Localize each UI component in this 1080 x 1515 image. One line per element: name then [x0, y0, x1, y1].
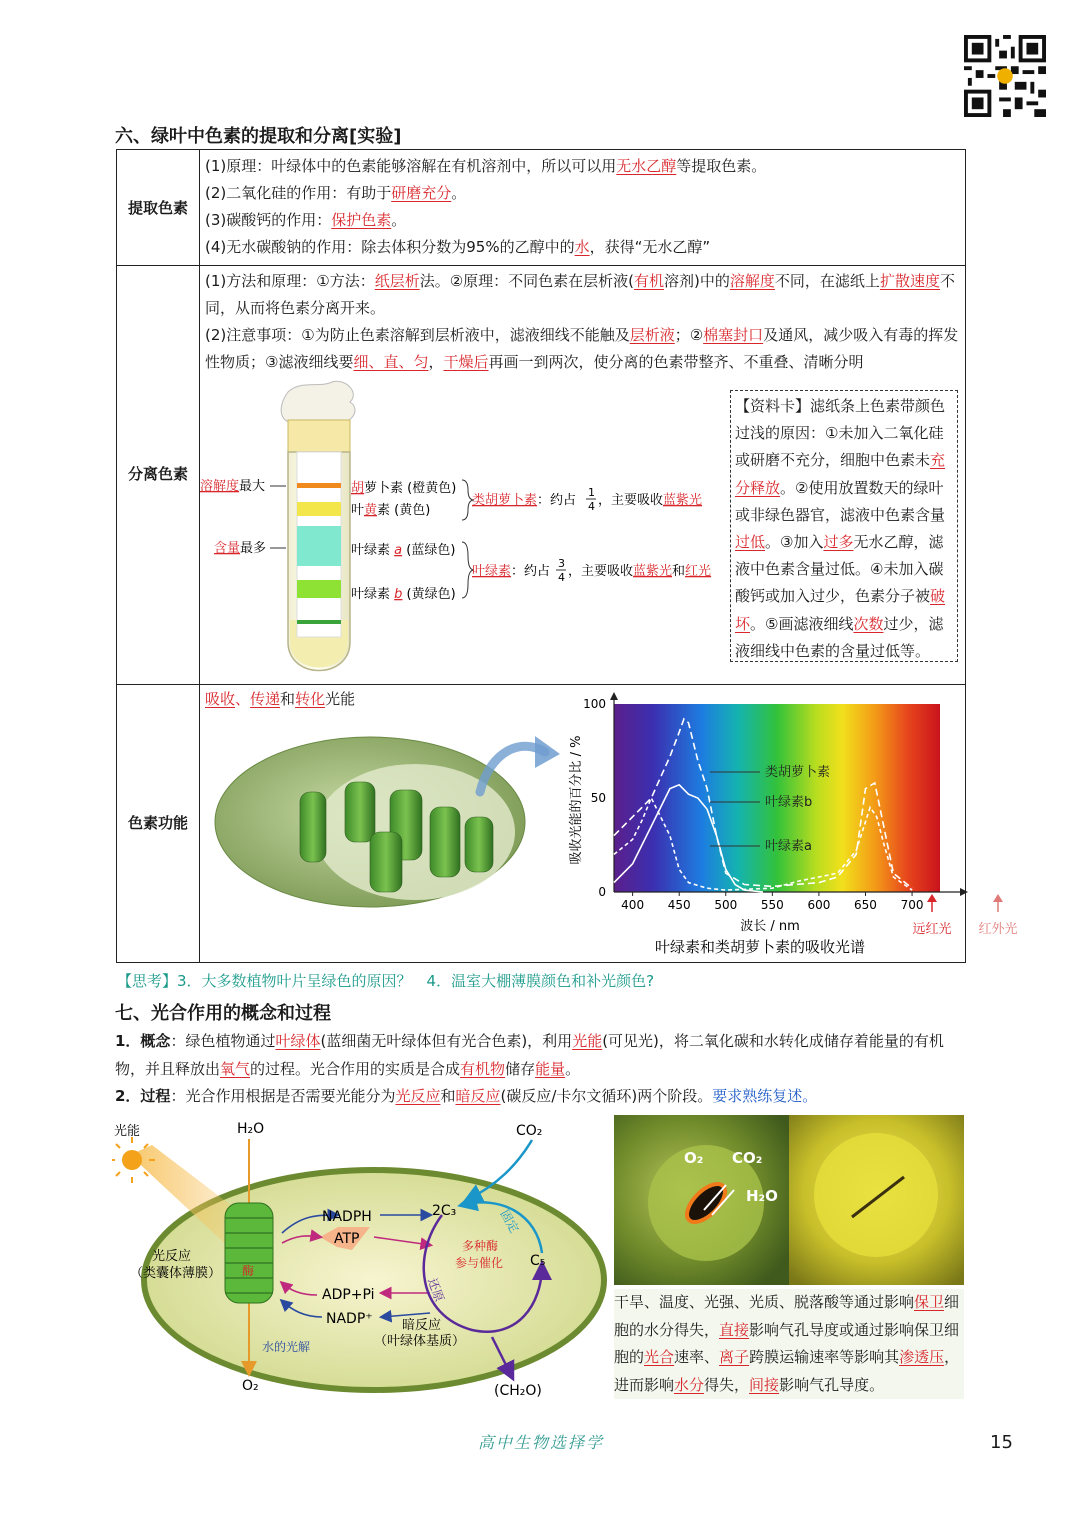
nadph-label: NADPH	[322, 1209, 372, 1225]
x-tick-label: 400	[621, 898, 645, 912]
process-text: 2．过程：光合作用根据是否需要光能分为光反应和暗反应(碳反应/卡尔文循环)两个阶段。要求熟练复述。	[115, 1087, 818, 1105]
c3-label: 2C₃	[432, 1203, 457, 1219]
stoma-text: 干旱、温度、光强、光质、脱落酸等通过影响保卫细胞的水分得失，直接影响气孔导度或通过影响保卫细胞的光合速率、离子跨膜运输速率等影响其渗透压，进而影响水分得失，间接影响气孔导度。	[614, 1289, 964, 1399]
tube-cap	[288, 420, 350, 452]
light-reaction-label: 光反应	[152, 1249, 192, 1264]
chlorophyll-absorb: ，主要吸收蓝紫光和红光	[568, 564, 712, 579]
concept-text: 1．概念：绿色植物通过叶绿体(蓝细菌无叶绿体但有光合色素)，利用光能(可见光)，将二氧化碳和水转化成储存着能量的有机物，并且释放出氧气的过程。光合作用的实质是合成有机物储存能量。	[115, 1032, 944, 1078]
carotene-label: 胡萝卜素 (橙黄色)	[351, 481, 457, 496]
enzyme-label: 酶	[242, 1264, 255, 1278]
section-6-title: 六、绿叶中色素的提取和分离[实验]	[115, 126, 402, 147]
fixation-label: 固定	[497, 1207, 522, 1236]
x-tick-label: 450	[667, 898, 691, 912]
extract-line-2: (2)二氧化硅的作用：有助于研磨充分。	[205, 184, 467, 202]
function-text: 吸收、传递和转化光能	[205, 690, 356, 708]
solubility-max-label: 溶解度最大	[200, 479, 266, 494]
section-7-title: 七、光合作用的概念和过程	[115, 1003, 331, 1024]
separate-method-text: (1)方法和原理：①方法：纸层析法。②原理：不同色素在层析液(有机溶剂)中的溶解度不同，在滤纸上扩散速度不同，从而将色素分离开来。	[205, 272, 955, 317]
row-label-extract: 提取色素	[127, 199, 188, 217]
atp-label: ATP	[334, 1231, 360, 1247]
light-energy-label: 光能	[114, 1124, 141, 1139]
far-red-arrow-head	[927, 894, 937, 902]
separate-notes-text: (2)注意事项：①为防止色素溶解到层析液中，滤液细线不能触及层析液；②棉塞封口及通风，减少吸入有毒的挥发性物质；③滤液细线要细、直、匀，干燥后再画一到两次，使分离的色素带整齐、不重叠、清晰分明	[205, 326, 959, 371]
band-chlorophyll-a	[297, 526, 341, 566]
infrared-arrow-head	[993, 894, 1003, 902]
far-red-label: 远红光	[912, 922, 952, 937]
photolysis-label: 水的光解	[262, 1340, 311, 1354]
band-xanthophyll	[297, 502, 341, 516]
ch2o-label: (CH₂O)	[494, 1383, 542, 1399]
y-tick-label: 100	[583, 697, 606, 711]
x-tick-label: 700	[900, 898, 924, 912]
dark-reaction-label: 暗反应	[402, 1318, 442, 1333]
qr-code-icon	[964, 35, 1046, 117]
y-tick-label: 50	[590, 791, 606, 805]
infrared-label: 红外光	[978, 922, 1018, 937]
extract-line-1: (1)原理：叶绿体中的色素能够溶解在有机溶剂中，所以可以用无水乙醇等提取色素。	[205, 157, 767, 175]
absorption-spectrum-chart	[560, 690, 1030, 960]
enzyme-catalysis-label-1: 多种酶	[462, 1239, 499, 1253]
carotenoid-note: 类胡萝卜素：约占	[472, 493, 577, 508]
h2o-label: H₂O	[237, 1121, 265, 1137]
row-label-function: 色素功能	[127, 814, 188, 832]
chlorophyll-a-label: 叶绿素 a (蓝绿色)	[351, 543, 456, 558]
fraction-numerator: 3	[558, 557, 565, 570]
adp-pi-label: ADP+Pi	[322, 1287, 375, 1303]
extract-text	[205, 153, 960, 261]
band-carotene	[297, 483, 341, 488]
band-chlorophyll-b	[297, 580, 341, 598]
o2-label: O₂	[242, 1378, 259, 1394]
xanthophyll-label: 叶黄素 (黄色)	[351, 503, 431, 518]
carotenoid-absorb: ，主要吸收蓝紫光	[598, 493, 703, 508]
page-number: 15	[990, 1432, 1013, 1453]
sun-icon	[122, 1150, 142, 1170]
extract-line-3: (3)碳酸钙的作用：保护色素。	[205, 211, 407, 229]
chlorophyll-note: 叶绿素：约占	[472, 564, 551, 579]
nadp-label: NADP⁺	[326, 1311, 373, 1327]
stoma-photo	[614, 1115, 964, 1285]
light-reaction-site: （类囊体薄膜）	[130, 1266, 222, 1281]
fraction-numerator: 1	[588, 486, 595, 499]
row-label-separate: 分离色素	[127, 465, 188, 483]
y-axis-label: 吸收光能的百分比 / %	[569, 735, 584, 865]
chlorophyll-b-label: 叶绿素 b (黄绿色)	[351, 587, 456, 602]
think-question: 【思考】3．大多数植物叶片呈绿色的原因？ 4．温室大棚薄膜颜色和补光颜色?	[117, 972, 655, 990]
chromatography-tube-figure	[200, 380, 730, 680]
series-label: 叶绿素b	[765, 795, 813, 810]
o2-stoma-label: O₂	[684, 1149, 704, 1167]
series-label: 类胡萝卜素	[765, 765, 831, 780]
x-tick-label: 500	[714, 898, 738, 912]
co2-stoma-label: CO₂	[732, 1149, 763, 1167]
table-divider	[117, 684, 965, 685]
chloroplast-illustration	[205, 712, 575, 912]
content-max-label: 含量最多	[214, 541, 267, 556]
enzyme-catalysis-label-2: 参与催化	[455, 1256, 504, 1270]
thylakoid-stack-icon	[225, 1203, 273, 1303]
series-label: 叶绿素a	[765, 839, 812, 854]
table-divider	[117, 265, 965, 266]
sample-line	[297, 620, 341, 624]
h2o-stoma-label: H₂O	[746, 1187, 778, 1205]
y-tick-label: 0	[598, 885, 606, 899]
x-tick-label: 550	[760, 898, 784, 912]
y-axis-arrow-head	[610, 692, 618, 700]
x-axis-arrow-head	[960, 888, 968, 896]
dark-reaction-site: （叶绿体基质）	[374, 1334, 466, 1349]
x-tick-label: 600	[807, 898, 831, 912]
reduction-label: 还原	[425, 1276, 447, 1304]
info-card: 【资料卡】滤纸条上色素带颜色过浅的原因：①未加入二氧化硅或研磨不充分，细胞中色素未充分释放。②使用放置数天的绿叶或非绿色器官，滤液中色素含量过低。③加入过多无水乙醇，滤液中色素含量过低。④未加入碳酸钙或加入过少，色素分子被破坏。⑤画滤液细线次数过少，滤液细线中色素的含量过低等。	[730, 390, 958, 662]
x-tick-label: 650	[854, 898, 877, 912]
fraction-denominator: 4	[558, 571, 565, 584]
fraction-denominator: 4	[588, 500, 595, 513]
chart-title: 叶绿素和类胡萝卜素的吸收光谱	[654, 938, 866, 956]
footer-brand: 高中生物选择学	[478, 1433, 605, 1452]
photosynthesis-diagram	[112, 1115, 607, 1400]
co2-label: CO₂	[516, 1123, 543, 1139]
extract-line-4: (4)无水碳酸钠的作用：除去体积分数为95%的乙醇中的水，获得“无水乙醇”	[205, 238, 711, 256]
x-axis-label: 波长 / nm	[740, 919, 800, 934]
c5-label: C₅	[530, 1253, 546, 1269]
